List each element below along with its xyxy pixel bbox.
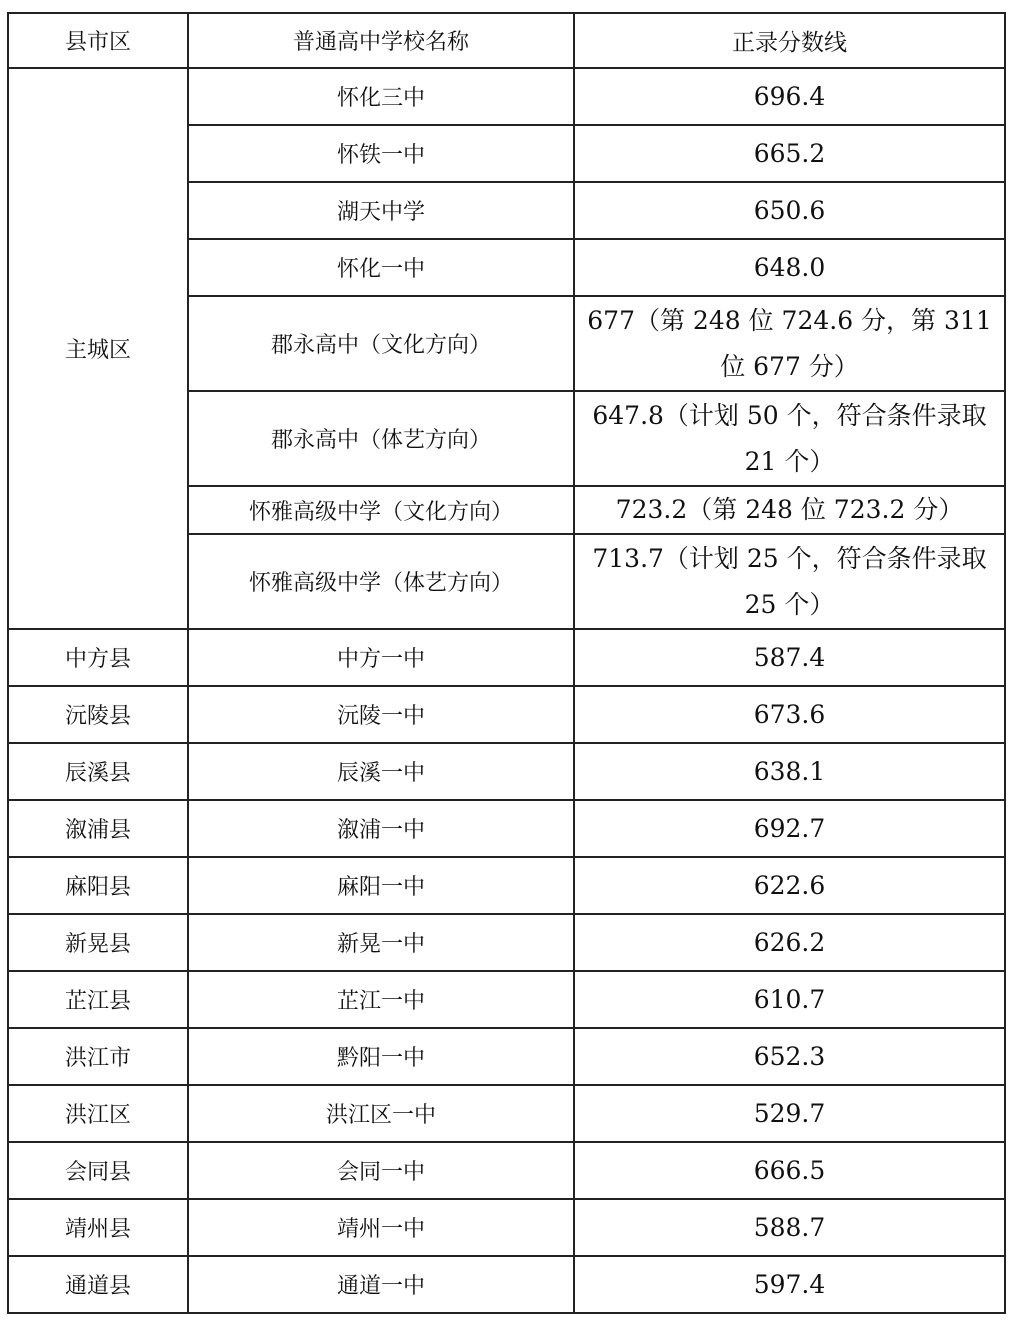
header-district: 县市区: [8, 13, 188, 68]
score-cell: 638.1: [574, 743, 1005, 800]
school-cell: 怀雅高级中学（体艺方向）: [188, 534, 574, 629]
district-cell: 沅陵县: [8, 686, 188, 743]
district-cell: 芷江县: [8, 971, 188, 1028]
score-cell: 647.8（计划 50 个，符合条件录取 21 个）: [574, 391, 1005, 486]
district-cell-main: 主城区: [8, 68, 188, 629]
table-row: [8, 743, 1005, 800]
district-cell: 中方县: [8, 629, 188, 686]
school-cell: 郡永高中（文化方向）: [188, 296, 574, 391]
school-cell: 湖天中学: [188, 182, 574, 239]
school-cell: 洪江区一中: [188, 1085, 574, 1142]
table-row: [8, 1142, 1005, 1199]
score-cell: 610.7: [574, 971, 1005, 1028]
score-cell: 529.7: [574, 1085, 1005, 1142]
table-row: [8, 971, 1005, 1028]
score-cell: 666.5: [574, 1142, 1005, 1199]
score-cell: 587.4: [574, 629, 1005, 686]
school-cell: 怀铁一中: [188, 125, 574, 182]
school-cell: 麻阳一中: [188, 857, 574, 914]
table-row: [8, 68, 1005, 125]
district-cell: 洪江市: [8, 1028, 188, 1085]
school-cell: 会同一中: [188, 1142, 574, 1199]
school-cell: 新晃一中: [188, 914, 574, 971]
school-cell: 靖州一中: [188, 1199, 574, 1256]
school-cell: 怀化三中: [188, 68, 574, 125]
school-cell: 怀雅高级中学（文化方向）: [188, 486, 574, 534]
score-cell: 597.4: [574, 1256, 1005, 1313]
table-row: [8, 1085, 1005, 1142]
school-cell: 郡永高中（体艺方向）: [188, 391, 574, 486]
district-cell: 会同县: [8, 1142, 188, 1199]
school-cell: 通道一中: [188, 1256, 574, 1313]
table-row: [8, 1256, 1005, 1313]
score-cell: 622.6: [574, 857, 1005, 914]
table-header-row: [8, 13, 1005, 68]
district-cell: 新晃县: [8, 914, 188, 971]
district-cell: 通道县: [8, 1256, 188, 1313]
score-cell: 665.2: [574, 125, 1005, 182]
school-cell: 辰溪一中: [188, 743, 574, 800]
score-cell: 648.0: [574, 239, 1005, 296]
table-row: [8, 800, 1005, 857]
district-cell: 洪江区: [8, 1085, 188, 1142]
table-row: [8, 1199, 1005, 1256]
district-cell: 溆浦县: [8, 800, 188, 857]
school-cell: 中方一中: [188, 629, 574, 686]
school-cell: 怀化一中: [188, 239, 574, 296]
school-cell: 沅陵一中: [188, 686, 574, 743]
school-cell: 溆浦一中: [188, 800, 574, 857]
district-cell: 辰溪县: [8, 743, 188, 800]
score-cell: 677（第 248 位 724.6 分，第 311 位 677 分）: [574, 296, 1005, 391]
score-cell: 652.3: [574, 1028, 1005, 1085]
school-cell: 黔阳一中: [188, 1028, 574, 1085]
table-row: [8, 857, 1005, 914]
header-school-name: 普通高中学校名称: [188, 13, 574, 68]
score-cell: 696.4: [574, 68, 1005, 125]
header-score-line: 正录分数线: [574, 13, 1005, 68]
district-cell: 靖州县: [8, 1199, 188, 1256]
table-row: [8, 914, 1005, 971]
score-cell: 723.2（第 248 位 723.2 分）: [574, 486, 1005, 534]
table-row: [8, 629, 1005, 686]
table-row: [8, 686, 1005, 743]
admission-score-table: [7, 12, 1006, 1314]
score-cell: 673.6: [574, 686, 1005, 743]
score-cell: 650.6: [574, 182, 1005, 239]
table-row: [8, 1028, 1005, 1085]
score-cell: 692.7: [574, 800, 1005, 857]
score-cell: 713.7（计划 25 个，符合条件录取 25 个）: [574, 534, 1005, 629]
score-cell: 588.7: [574, 1199, 1005, 1256]
district-cell: 麻阳县: [8, 857, 188, 914]
school-cell: 芷江一中: [188, 971, 574, 1028]
score-cell: 626.2: [574, 914, 1005, 971]
